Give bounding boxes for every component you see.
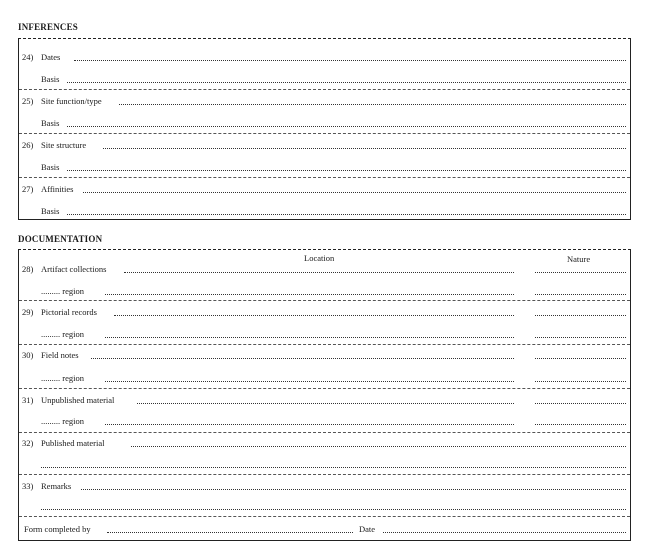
documentation-heading: DOCUMENTATION	[18, 234, 103, 244]
nature-column-header: Nature	[567, 254, 591, 264]
field-notes-region-nature-field[interactable]	[535, 381, 626, 382]
unpublished-material-region-label: ......... region	[41, 416, 84, 426]
affinities-label: Affinities	[41, 184, 74, 194]
unpublished-material-location-field[interactable]	[137, 403, 514, 404]
inferences-box	[18, 38, 631, 220]
artifact-collections-label: Artifact collections	[41, 264, 107, 274]
unpublished-material-label: Unpublished material	[41, 395, 115, 405]
form-completed-by-field[interactable]	[107, 532, 353, 533]
pictorial-records-region-field[interactable]	[105, 337, 514, 338]
site-structure-field[interactable]	[103, 148, 626, 149]
item-number: 24)	[22, 52, 34, 62]
unpublished-material-nature-field[interactable]	[535, 403, 626, 404]
item-number: 27)	[22, 184, 34, 194]
site-structure-basis-field[interactable]	[67, 170, 626, 171]
item-number: 29)	[22, 307, 34, 317]
unpublished-material-region-nature-field[interactable]	[535, 424, 626, 425]
field-notes-label: Field notes	[41, 350, 79, 360]
item-number: 30)	[22, 350, 34, 360]
date-field[interactable]	[383, 532, 626, 533]
artifact-collections-location-field[interactable]	[124, 272, 514, 273]
dates-label: Dates	[41, 52, 61, 62]
item-number: 31)	[22, 395, 34, 405]
artifact-collections-region-label: ......... region	[41, 286, 84, 296]
separator	[19, 516, 630, 517]
item-number: 28)	[22, 264, 34, 274]
site-function-label: Site function/type	[41, 96, 102, 106]
affinities-field[interactable]	[83, 192, 626, 193]
separator	[19, 474, 630, 475]
artifact-collections-region-nature-field[interactable]	[535, 294, 626, 295]
remarks-label: Remarks	[41, 481, 72, 491]
remarks-field-2[interactable]	[41, 509, 626, 510]
dates-basis-label: Basis	[41, 74, 60, 84]
site-structure-label: Site structure	[41, 140, 87, 150]
pictorial-records-location-field[interactable]	[114, 315, 514, 316]
field-notes-location-field[interactable]	[91, 358, 514, 359]
item-number: 26)	[22, 140, 34, 150]
field-notes-region-field[interactable]	[105, 381, 514, 382]
separator	[19, 133, 630, 134]
item-number: 33)	[22, 481, 34, 491]
pictorial-records-region-label: ......... region	[41, 329, 84, 339]
separator	[19, 388, 630, 389]
separator	[19, 300, 630, 301]
inferences-heading: INFERENCES	[18, 22, 79, 32]
affinities-basis-label: Basis	[41, 206, 60, 216]
dates-basis-field[interactable]	[67, 82, 626, 83]
pictorial-records-label: Pictorial records	[41, 307, 97, 317]
remarks-field[interactable]	[81, 489, 626, 490]
artifact-collections-region-field[interactable]	[105, 294, 514, 295]
affinities-basis-field[interactable]	[67, 214, 626, 215]
item-number: 32)	[22, 438, 34, 448]
field-notes-region-label: ......... region	[41, 373, 84, 383]
unpublished-material-region-field[interactable]	[105, 424, 514, 425]
pictorial-records-region-nature-field[interactable]	[535, 337, 626, 338]
published-material-field-2[interactable]	[41, 467, 626, 468]
site-function-field[interactable]	[119, 104, 626, 105]
field-notes-nature-field[interactable]	[535, 358, 626, 359]
form-completed-by-label: Form completed by	[24, 524, 91, 534]
location-column-header: Location	[304, 253, 335, 263]
separator	[19, 177, 630, 178]
date-label: Date	[359, 524, 376, 534]
published-material-label: Published material	[41, 438, 105, 448]
item-number: 25)	[22, 96, 34, 106]
site-function-basis-field[interactable]	[67, 126, 626, 127]
site-structure-basis-label: Basis	[41, 162, 60, 172]
documentation-box	[18, 249, 631, 541]
separator	[19, 344, 630, 345]
pictorial-records-nature-field[interactable]	[535, 315, 626, 316]
dates-field[interactable]	[74, 60, 626, 61]
separator	[19, 432, 630, 433]
site-function-basis-label: Basis	[41, 118, 60, 128]
artifact-collections-nature-field[interactable]	[535, 272, 626, 273]
published-material-field[interactable]	[131, 446, 626, 447]
separator	[19, 89, 630, 90]
